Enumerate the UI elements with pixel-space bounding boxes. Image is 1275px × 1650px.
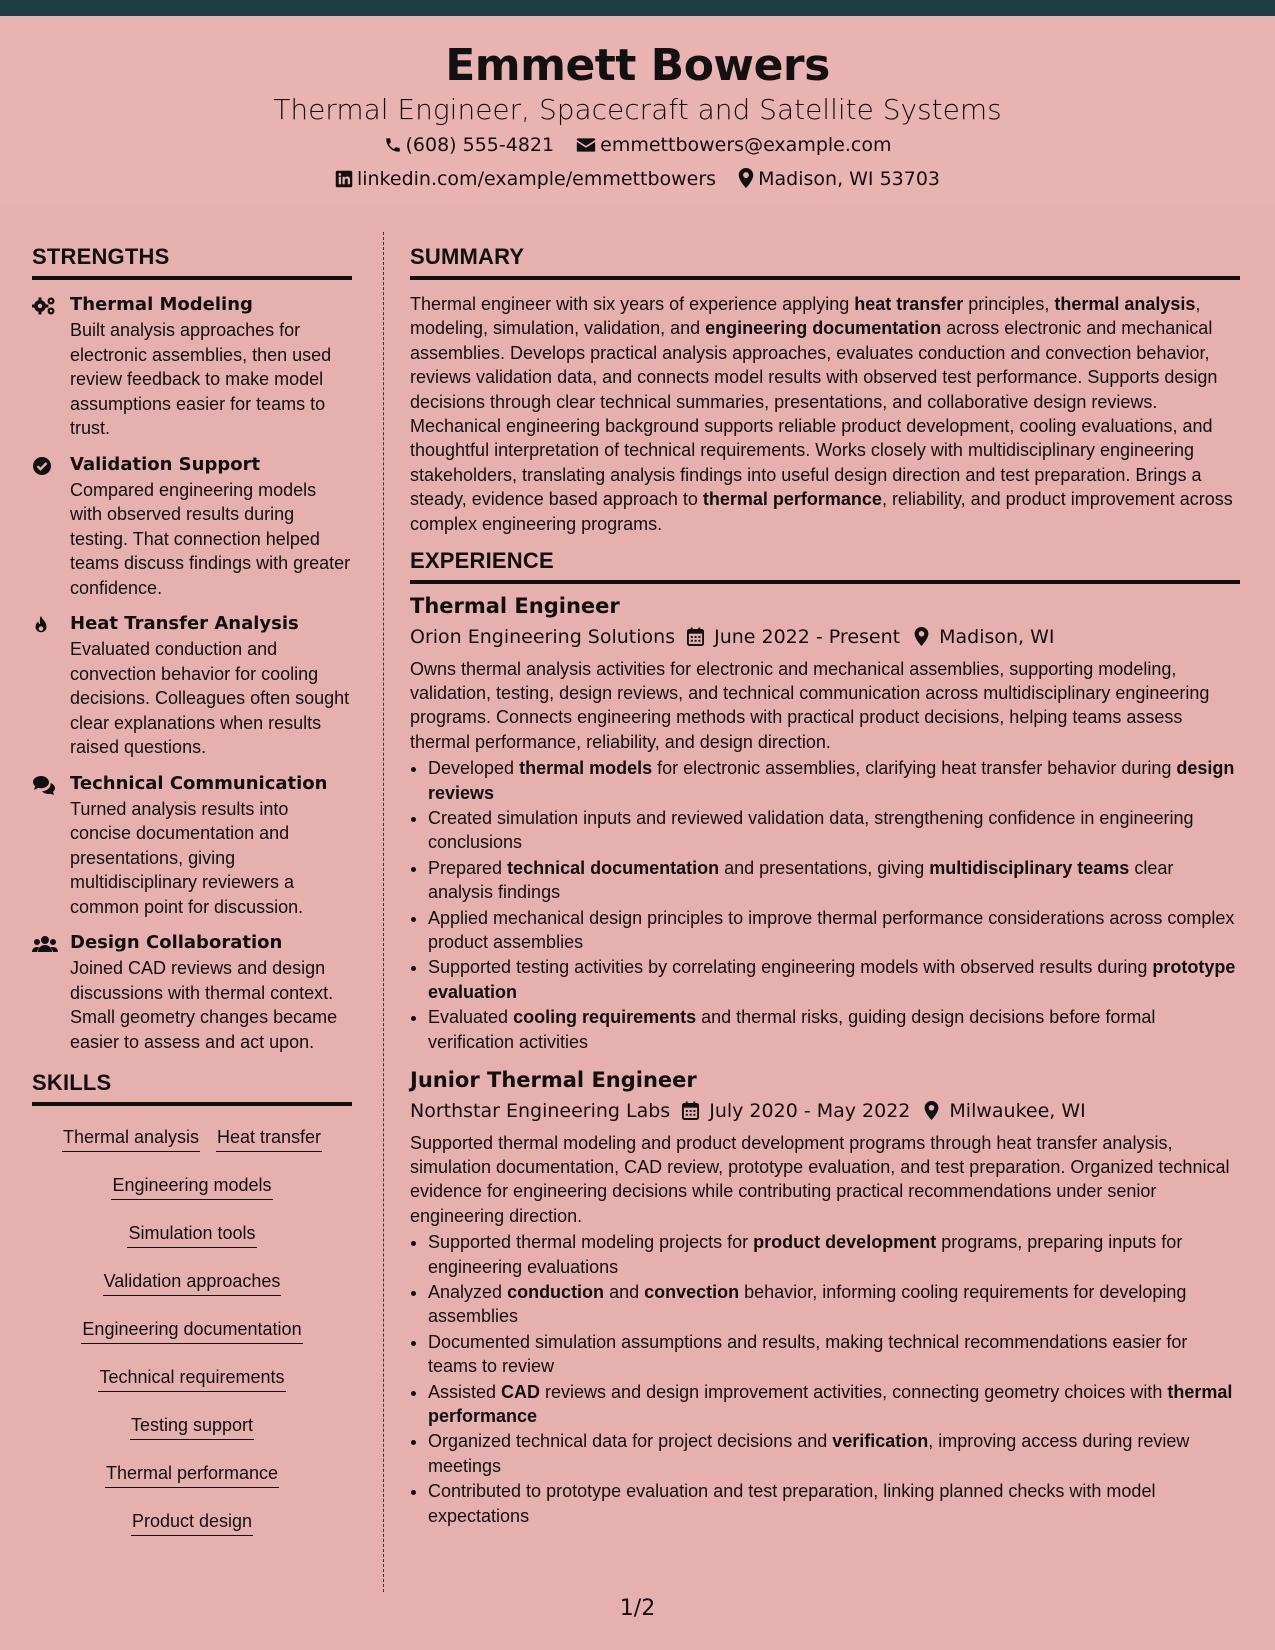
experience-heading: EXPERIENCE bbox=[410, 550, 1240, 584]
users-icon bbox=[32, 934, 56, 956]
left-column bbox=[32, 246, 352, 1550]
job-meta bbox=[410, 1098, 1240, 1123]
body-text: , reliability, and product improvement across complex engineering programs. bbox=[410, 489, 1233, 534]
email-text: emmettbowers@example.com bbox=[600, 134, 892, 156]
strength-item-design-collaboration bbox=[32, 932, 352, 1054]
skills-heading: SKILLS bbox=[32, 1072, 352, 1106]
gears-icon bbox=[32, 296, 56, 318]
job-bullets bbox=[410, 1230, 1240, 1528]
emphasis-text: CAD bbox=[501, 1381, 541, 1402]
body-text: and thermal risks, guiding design decisions before formal verification activities bbox=[428, 1007, 1156, 1052]
emphasis-text: design reviews bbox=[428, 758, 1235, 803]
body-text: and presentations, giving bbox=[719, 857, 930, 878]
phone-text: (608) 555-4821 bbox=[405, 134, 555, 156]
body-text: Evaluated bbox=[428, 1007, 514, 1028]
body-text: clear analysis findings bbox=[428, 857, 1174, 903]
body-text: Documented simulation assumptions and results, making technical recommendations easier for teams to review bbox=[428, 1331, 1188, 1377]
body-text: Supported testing activities by correlating engineering models with observed results during bbox=[428, 957, 1153, 978]
emphasis-text: multidisciplinary teams bbox=[929, 857, 1130, 878]
comments-icon bbox=[32, 775, 56, 797]
resume-header bbox=[0, 16, 1275, 204]
contact-line-1 bbox=[0, 136, 1275, 155]
calendar-icon bbox=[682, 1099, 699, 1123]
strength-description: Evaluated conduction and convection behavior for cooling decisions. Colleagues often sought clear explanations when results raised questions. bbox=[70, 639, 350, 757]
body-text: Created simulation inputs and reviewed validation data, strengthening confidence in engineering conclusions bbox=[428, 808, 1194, 853]
job-bullet bbox=[428, 906, 1240, 955]
strength-description: Built analysis approaches for electronic assemblies, then used review feedback to make model assumptions easier for teams to trust. bbox=[70, 320, 332, 438]
strength-item-heat-transfer-analysis bbox=[32, 613, 352, 760]
body-text: for electronic assemblies, clarifying heat transfer behavior during bbox=[652, 758, 1177, 779]
envelope-icon bbox=[576, 136, 596, 154]
job-location: Milwaukee, WI bbox=[949, 1099, 1086, 1122]
emphasis-text: thermal performance bbox=[702, 489, 882, 510]
body-text: reviews and design improvement activities, connecting geometry choices with bbox=[540, 1381, 1168, 1402]
job-bullet bbox=[428, 1005, 1240, 1054]
job-bullet bbox=[428, 756, 1240, 805]
job-bullet bbox=[428, 1380, 1240, 1429]
job-bullet bbox=[428, 1230, 1240, 1279]
job-dates: July 2020 - May 2022 bbox=[709, 1099, 911, 1122]
strength-description: Compared engineering models with observed results during testing. That connection helped teams discuss findings with greater confidence. bbox=[70, 479, 351, 598]
job-location: Madison, WI bbox=[939, 625, 1055, 648]
phone-icon bbox=[384, 136, 402, 154]
body-text: principles, bbox=[963, 294, 1055, 314]
emphasis-text: heat transfer bbox=[854, 294, 964, 314]
emphasis-text: product development bbox=[753, 1232, 937, 1253]
skill-tag: Engineering documentation bbox=[81, 1318, 302, 1344]
email-item[interactable] bbox=[576, 136, 891, 155]
skill-tag: Engineering models bbox=[111, 1174, 272, 1200]
right-column bbox=[410, 246, 1240, 1529]
job-bullet bbox=[428, 806, 1240, 855]
emphasis-text: engineering documentation bbox=[705, 318, 942, 339]
body-text: Contributed to prototype evaluation and test preparation, linking planned checks with model expectations bbox=[428, 1481, 1156, 1526]
emphasis-text: prototype evaluation bbox=[428, 957, 1236, 1002]
summary-heading: SUMMARY bbox=[410, 246, 1240, 280]
candidate-name: Emmett Bowers bbox=[445, 40, 830, 91]
strength-item-thermal-modeling bbox=[32, 294, 352, 441]
job-bullet bbox=[428, 1330, 1240, 1379]
body-text: programs, preparing inputs for engineering evaluations bbox=[428, 1232, 1183, 1277]
top-accent-bar bbox=[0, 0, 1275, 16]
body-text: Assisted bbox=[428, 1381, 502, 1402]
job-bullet bbox=[428, 1280, 1240, 1329]
phone-item[interactable] bbox=[384, 136, 555, 155]
emphasis-text: conduction bbox=[507, 1282, 605, 1302]
strength-item-technical-communication bbox=[32, 773, 352, 920]
company-name: Orion Engineering Solutions bbox=[410, 625, 676, 648]
strength-title: Validation Support bbox=[70, 453, 261, 475]
job-bullets bbox=[410, 756, 1240, 1054]
job-meta bbox=[410, 624, 1240, 649]
body-text: Prepared bbox=[428, 857, 508, 878]
skill-tag: Validation approaches bbox=[103, 1270, 282, 1296]
skill-tag: Heat transfer bbox=[216, 1126, 322, 1152]
skill-tag: Simulation tools bbox=[127, 1222, 256, 1248]
body-text: across electronic and mechanical assemblies. Develops practical analysis approaches, evaluates conduction and convection behavior, reviews validation data, and connects model results with observed test performance. Supports design decisions through clear technical summaries, presentations, and collaborative design reviews. Mechanical engineering background supports reliable product development, cooling evaluations, and thoughtful interpretation of technical requirements. Works closely with multidisciplinary engineering stakeholders, translating analysis findings into useful design direction and test preparation. Brings a steady, evidence based approach to bbox=[410, 318, 1218, 510]
strength-description: Joined CAD reviews and design discussions with thermal context. Small geometry changes became easier to assess and act upon. bbox=[70, 958, 338, 1052]
strengths-list bbox=[32, 294, 352, 1054]
body-text: Organized technical data for project decisions and bbox=[428, 1431, 833, 1452]
strength-title: Heat Transfer Analysis bbox=[70, 613, 299, 634]
body-text: , improving access during review meetings bbox=[428, 1431, 1190, 1476]
calendar-icon bbox=[687, 625, 704, 649]
body-text: Thermal engineer with six years of experience applying bbox=[410, 294, 855, 314]
map-pin-icon bbox=[924, 1099, 939, 1123]
job-description: Owns thermal analysis activities for electronic and mechanical assemblies, supporting modeling, validation, testing, design reviews, and technical communication across multidisciplinary engineering programs. Connects engineering methods with practical product decisions, helping teams assess thermal performance, reliability, and design direction. bbox=[410, 658, 1210, 752]
candidate-title: Thermal Engineer, Spacecraft and Satellite Systems bbox=[273, 93, 1002, 126]
summary-text bbox=[410, 292, 1240, 536]
skill-tag: Thermal analysis bbox=[62, 1126, 200, 1152]
strengths-heading: STRENGTHS bbox=[32, 246, 352, 280]
emphasis-text: thermal performance bbox=[428, 1381, 1233, 1427]
body-text: Supported thermal modeling projects for bbox=[428, 1232, 754, 1253]
emphasis-text: convection bbox=[644, 1282, 740, 1302]
body-text: , modeling, simulation, validation, and bbox=[410, 294, 1201, 339]
location-text: Madison, WI 53703 bbox=[758, 168, 941, 190]
skill-tag: Thermal performance bbox=[105, 1462, 279, 1488]
job-entry bbox=[410, 594, 1240, 1054]
emphasis-text: cooling requirements bbox=[513, 1007, 697, 1028]
page-number: 1/2 bbox=[619, 1596, 656, 1621]
job-bullet bbox=[428, 856, 1240, 905]
map-pin-icon bbox=[738, 168, 754, 188]
experience-list bbox=[410, 594, 1240, 1528]
location-item bbox=[738, 168, 940, 189]
job-title: Junior Thermal Engineer bbox=[410, 1068, 697, 1093]
body-text: Applied mechanical design principles to improve thermal performance considerations across complex product assemblies bbox=[428, 907, 1235, 953]
emphasis-text: thermal models bbox=[519, 758, 653, 779]
strength-item-validation-support bbox=[32, 454, 352, 601]
body-text: Developed bbox=[428, 758, 520, 779]
job-dates: June 2022 - Present bbox=[714, 625, 901, 648]
map-pin-icon bbox=[914, 625, 929, 649]
job-description: Supported thermal modeling and product development programs through heat transfer analysis, simulation documentation, CAD review, prototype evaluation, and test preparation. Organized technical evidence for engineering decisions while contributing practical recommendations under senior engineering direction. bbox=[410, 1132, 1230, 1226]
strength-title: Thermal Modeling bbox=[70, 294, 253, 315]
body-text: behavior, informing cooling requirements for developing assemblies bbox=[428, 1282, 1187, 1327]
job-entry bbox=[410, 1068, 1240, 1528]
strength-description: Turned analysis results into concise documentation and presentations, giving multidisciplinary reviewers a common point for discussion. bbox=[70, 798, 304, 917]
linkedin-item[interactable] bbox=[335, 170, 716, 189]
skills-list bbox=[32, 1118, 352, 1550]
emphasis-text: technical documentation bbox=[507, 857, 720, 878]
job-bullet bbox=[428, 1429, 1240, 1478]
body-text: Analyzed bbox=[428, 1282, 508, 1302]
skill-tag: Technical requirements bbox=[98, 1366, 285, 1392]
contact-line-2 bbox=[0, 168, 1275, 189]
job-bullet bbox=[428, 1479, 1240, 1528]
skill-tag: Product design bbox=[131, 1510, 253, 1536]
body-text: and bbox=[604, 1282, 645, 1302]
skill-tag: Testing support bbox=[130, 1414, 254, 1440]
linkedin-text: linkedin.com/example/emmettbowers bbox=[356, 168, 717, 190]
job-bullet bbox=[428, 955, 1240, 1004]
strength-title: Technical Communication bbox=[70, 772, 328, 794]
check-circle-icon bbox=[32, 456, 56, 478]
company-name: Northstar Engineering Labs bbox=[410, 1099, 671, 1122]
emphasis-text: verification bbox=[832, 1431, 929, 1452]
linkedin-icon bbox=[335, 170, 353, 188]
column-divider bbox=[383, 232, 384, 1592]
emphasis-text: thermal analysis bbox=[1054, 294, 1196, 314]
fire-icon bbox=[32, 615, 56, 637]
job-title: Thermal Engineer bbox=[410, 594, 620, 619]
strength-title: Design Collaboration bbox=[70, 932, 283, 953]
